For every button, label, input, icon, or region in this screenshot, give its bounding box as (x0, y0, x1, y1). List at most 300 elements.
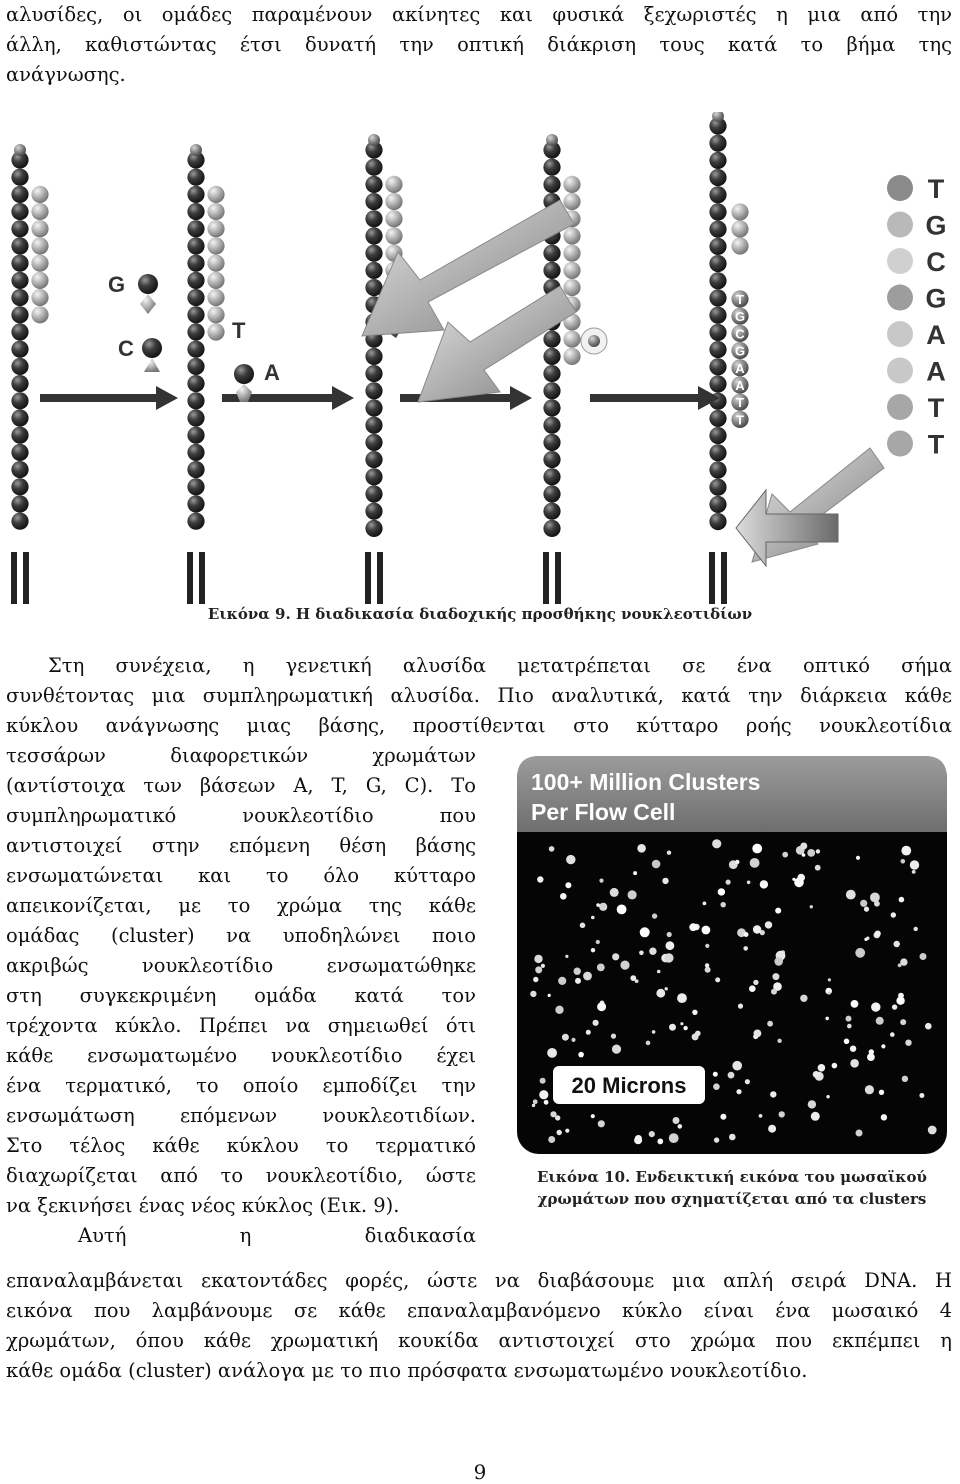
cluster-dot (905, 1040, 911, 1046)
bead (11, 444, 28, 461)
base-label: T (232, 318, 246, 343)
cluster-dot (712, 839, 721, 848)
figure-10-banner-line1: 100+ Million Clusters (531, 769, 761, 795)
cluster-dot (673, 1117, 680, 1124)
bead (11, 306, 28, 323)
bead (365, 434, 382, 451)
text-line: τρέχοντα κύκλο. Πρέπει να σημειωθεί ότι (6, 1014, 476, 1037)
cluster-dot (816, 849, 820, 853)
bead (187, 169, 204, 186)
cluster-dot (586, 1030, 591, 1035)
cluster-dot (826, 1095, 829, 1098)
cluster-dot (928, 1126, 937, 1135)
bead (709, 496, 726, 513)
cluster-dot (662, 878, 668, 884)
text-line: συνθέτοντας μια συμπληρωματική αλυσίδα. Πιο αναλυτικά, κατά την διάρκεια κάθε (6, 684, 952, 707)
strand-base-label: C (735, 326, 745, 342)
bead (365, 348, 382, 365)
cluster-dot (558, 977, 566, 985)
cluster-dot (599, 903, 607, 911)
cluster-dot (753, 925, 761, 933)
cluster-dot (597, 1002, 606, 1011)
bead (187, 220, 204, 237)
cluster-dot (797, 874, 805, 882)
read-base-label: C (926, 247, 946, 277)
cluster-dot (702, 926, 711, 935)
bead (11, 427, 28, 444)
bead (11, 272, 28, 289)
figure-9-caption: Εικόνα 9. Η διαδικασία διαδοχικής προσθήκης νουκλεοτιδίων (207, 605, 753, 623)
bead (543, 451, 560, 468)
cluster-dot (892, 1004, 897, 1009)
cluster-dot (818, 1064, 826, 1072)
bead (187, 444, 204, 461)
bead (709, 341, 726, 358)
cluster-dot (565, 1129, 569, 1133)
cluster-dot (678, 1124, 683, 1129)
text-line: συμπληρωματικό νουκλεοτίδιο που (6, 804, 476, 827)
cluster-dot (779, 1111, 785, 1117)
text-line: Στη συνέχεια, η γενετική αλυσίδα μετατρέπεται σε ένα οπτικό σήμα (48, 654, 952, 677)
cluster-dot (628, 890, 637, 899)
strand-base-label: T (736, 292, 744, 307)
bead (709, 324, 726, 341)
text-line: να ξεκινήσει ένας νέος κύκλος (Εικ. 9). (6, 1194, 400, 1217)
cluster-dot (800, 843, 807, 850)
cluster-dot (777, 1039, 781, 1043)
text-line: ακριβώς νουκλεοτίδιο ενσωματώθηκε (6, 954, 476, 977)
cluster-dot (596, 940, 600, 944)
cluster-dot (566, 855, 575, 864)
cluster-dot (664, 953, 673, 962)
cluster-dot (726, 880, 731, 885)
cluster-dot (846, 1016, 852, 1022)
cluster-dot (612, 953, 619, 960)
cluster-dot (635, 979, 639, 983)
bead (187, 341, 204, 358)
bead (543, 176, 560, 193)
cluster-dot (666, 941, 675, 950)
bead (187, 409, 204, 426)
cluster-dot (555, 1006, 563, 1014)
cluster-dot (718, 888, 725, 895)
cluster-dot (856, 1130, 863, 1137)
cluster-dot (860, 900, 867, 907)
bead (187, 375, 204, 392)
bead (11, 495, 28, 512)
cluster-dot (851, 1000, 859, 1008)
bead (543, 245, 560, 262)
text-line: χρωμάτων, όπου κάθε χρωματική κουκίδα αντιστοιχεί στο χρώμα που εκπέμπει η (6, 1329, 952, 1352)
cluster-dot (657, 1139, 663, 1145)
cluster-dot (856, 856, 860, 860)
cluster-dot (713, 1072, 718, 1077)
bead (187, 323, 204, 340)
cluster-dot (598, 1120, 605, 1127)
bead (365, 468, 382, 485)
cluster-dot (753, 980, 758, 985)
bead (365, 503, 382, 520)
cluster-dot (593, 1020, 599, 1026)
text-line: διαχωρίζεται από το νουκλεοτίδιο, ώστε (6, 1164, 476, 1187)
cluster-dot (683, 1026, 687, 1030)
bead (187, 427, 204, 444)
caption-line: Εικόνα 10. Ενδεικτική εικόνα του μωσαϊκού (537, 1168, 927, 1186)
text-line: ενσωματώνεται και το όλο κύτταρο (6, 864, 476, 887)
cluster-dot (864, 907, 869, 912)
cluster-dot (692, 1033, 699, 1040)
bead (709, 358, 726, 375)
cluster-dot (562, 1034, 569, 1041)
cluster-dot (580, 923, 586, 929)
cluster-dot (532, 1104, 535, 1107)
cluster-dot (759, 1114, 763, 1118)
base-label: C (118, 336, 134, 361)
cluster-dot (713, 1083, 720, 1090)
bead (187, 186, 204, 203)
cluster-dot (705, 963, 709, 967)
cluster-dot (652, 1030, 656, 1034)
bead (187, 203, 204, 220)
bead (11, 375, 28, 392)
cluster-dot (599, 879, 603, 883)
cluster-dot (810, 905, 813, 908)
cluster-dot (703, 902, 707, 906)
cluster-dot (541, 964, 545, 968)
cluster-dot (612, 1045, 621, 1054)
cluster-dot (850, 1059, 859, 1068)
bead (365, 262, 382, 279)
paragraph-2 (6, 651, 952, 741)
bead (187, 289, 204, 306)
text-line: ομάδας (cluster) να υποδηλώνει ποιο (6, 924, 476, 947)
cluster-dot (871, 1002, 880, 1011)
bead (709, 307, 726, 324)
cluster-dot (560, 893, 567, 900)
bead (11, 461, 28, 478)
bead (543, 365, 560, 382)
cluster-dot (774, 957, 783, 966)
paragraph-2-tail (6, 1266, 952, 1386)
cluster-dot (802, 853, 806, 857)
strand-base-label: A (735, 378, 745, 393)
bead (187, 306, 204, 323)
cluster-dot (583, 972, 592, 981)
bead (709, 513, 726, 530)
cluster-dot (565, 955, 568, 958)
cluster-dot (828, 978, 831, 981)
bead (709, 444, 726, 461)
bead (365, 485, 382, 502)
cluster-dot (539, 1090, 548, 1099)
read-base-label: G (925, 210, 947, 241)
bead (365, 193, 382, 210)
cluster-dot (680, 1022, 683, 1025)
bead (11, 203, 28, 220)
strand-base-label: G (734, 309, 746, 325)
page-number: 9 (473, 1460, 487, 1484)
bead (11, 392, 28, 409)
cluster-dot (555, 1115, 560, 1120)
cluster-dot (578, 1052, 584, 1058)
cluster-dot (815, 865, 821, 871)
arrow-icon (752, 448, 884, 562)
bead (11, 358, 28, 375)
bead (365, 227, 382, 244)
bead (365, 245, 382, 262)
figure-10-caption (517, 1166, 947, 1210)
cluster-dot (652, 913, 657, 918)
bead (543, 159, 560, 176)
cluster-dot (899, 897, 905, 903)
cluster-dot (771, 989, 777, 995)
cluster-dot (705, 967, 711, 973)
cluster-dot (890, 1032, 895, 1037)
strand-base-label: T (736, 412, 744, 428)
cluster-dot (728, 1072, 735, 1079)
bead (543, 348, 560, 365)
cluster-dot (665, 987, 668, 990)
bead (365, 399, 382, 416)
text-line: κύκλου ανάγνωσης μιας βάσης, προστίθενται στο κύτταρο ροής νουκλεοτίδια (6, 714, 952, 737)
bead (709, 169, 726, 186)
cluster-dot (828, 991, 831, 994)
cluster-dot (657, 970, 661, 974)
cluster-dot (634, 1139, 638, 1143)
bead (187, 237, 204, 254)
cluster-dot (575, 978, 581, 984)
cluster-dot (640, 927, 650, 937)
cluster-dot (891, 912, 896, 917)
cluster-dot (768, 1125, 776, 1133)
bead (709, 255, 726, 272)
bead (187, 478, 204, 495)
cluster-dot (571, 1038, 575, 1042)
bead (543, 520, 560, 537)
caption-line: χρωμάτων που σχηματίζεται από τα clusters (537, 1190, 927, 1208)
cluster-dot (646, 1041, 651, 1046)
cluster-dot (747, 881, 751, 885)
cluster-dot (548, 1136, 555, 1143)
cluster-dot (800, 995, 807, 1002)
cluster-dot (597, 964, 605, 972)
cluster-dot (855, 948, 865, 958)
cluster-dot (847, 1024, 852, 1029)
text-line: στη συγκεκριμένη ομάδα κατά τον (6, 984, 476, 1007)
cluster-dot (760, 880, 768, 888)
cluster-dot (912, 870, 916, 874)
bead (709, 203, 726, 220)
bead (365, 210, 382, 227)
cluster-dot (738, 1004, 743, 1009)
cluster-dot (677, 993, 687, 1003)
cluster-dot (574, 968, 581, 975)
base-label: G (108, 272, 126, 297)
cluster-dot (772, 973, 779, 980)
cluster-dot (825, 1017, 829, 1021)
cluster-dot (652, 860, 661, 869)
cluster-dot (902, 1076, 908, 1082)
cluster-dot (864, 938, 867, 941)
cluster-dot (782, 852, 788, 858)
cluster-dot (705, 944, 709, 948)
cluster-dot (669, 1024, 676, 1031)
text-line: κάθε ενσωματωμένο νουκλεοτίδιο έχει (6, 1044, 476, 1067)
read-base-label: A (926, 320, 946, 350)
bead (709, 238, 726, 255)
cluster-dot (548, 994, 551, 997)
bead (11, 255, 28, 272)
cluster-dot (920, 953, 927, 960)
text-line: αντιστοιχεί στην επόμενη θέση βάσης (6, 834, 476, 857)
cluster-dot (813, 1071, 820, 1078)
cluster-dot (633, 871, 637, 875)
cluster-dot (901, 846, 911, 856)
strand-base-label: G (734, 343, 746, 359)
bead (11, 341, 28, 358)
cluster-dot (649, 948, 656, 955)
text-line: άλλη, καθιστώντας έτσι δυνατή την οπτική διάκριση τους κατά το βήμα της (6, 33, 952, 56)
text-line: ενσωμάτωση επόμενων νουκλεοτιδίων. (6, 1104, 476, 1127)
cluster-dot (549, 846, 555, 852)
cluster-dot (667, 851, 671, 855)
cluster-dot (530, 991, 536, 997)
cluster-dot (925, 1023, 932, 1030)
text-line: Αυτή η διαδικασία (78, 1224, 476, 1247)
bead (709, 289, 726, 306)
text-line: εικόνα που λαμβάνουμε σε κάθε επαναλαμβανόμενο κύκλο είναι ένα μωσαικό 4 (6, 1299, 952, 1322)
cluster-dot (736, 1089, 741, 1094)
bead (11, 409, 28, 426)
cluster-dot (745, 1079, 750, 1084)
cluster-dot (870, 893, 880, 903)
bead (187, 358, 204, 375)
cluster-dot (749, 985, 756, 992)
cluster-dot (894, 941, 900, 947)
cluster-dot (775, 908, 781, 914)
bead (11, 323, 28, 340)
text-line: κάθε ομάδα (cluster) ανάλογα με το πιο πρόσφατα ενσωματωμένο νουκλεοτίδιο. (6, 1359, 808, 1382)
cluster-dot (879, 1090, 884, 1095)
read-base-label: T (927, 429, 945, 460)
cluster-dot (611, 1034, 616, 1039)
bead (543, 503, 560, 520)
text-line: τεσσάρων διαφορετικών χρωμάτων (6, 744, 476, 767)
text-line: ανάγνωσης. (6, 63, 126, 86)
cluster-dot (617, 905, 627, 915)
cluster-dot (765, 921, 772, 928)
bead (365, 365, 382, 382)
bead (11, 289, 28, 306)
bead (709, 135, 726, 152)
paragraph-2-column (6, 741, 476, 1251)
text-line: (αντίστοιχα των βάσεων A, T, G, C). Το (6, 774, 476, 797)
bead (187, 272, 204, 289)
cluster-dot (721, 902, 726, 907)
cluster-dot (896, 997, 904, 1005)
bead (365, 451, 382, 468)
cluster-dot (875, 931, 881, 937)
bead (365, 176, 382, 193)
cluster-dot (669, 1133, 679, 1143)
strand-base-label: A (735, 360, 745, 376)
cluster-dot (807, 849, 815, 857)
figure-10-scale-label: 20 Microns (571, 1073, 687, 1098)
cluster-dot (881, 1044, 885, 1048)
bead (709, 479, 726, 496)
cluster-dot (637, 844, 646, 853)
cluster-dot (596, 903, 600, 907)
bead (709, 152, 726, 169)
strand-base-label: T (736, 395, 744, 411)
cluster-dot (832, 1063, 838, 1069)
cluster-dot (881, 1114, 887, 1120)
cluster-dot (689, 923, 697, 931)
bead (709, 410, 726, 427)
cluster-dot (639, 951, 644, 956)
text-line: απεικονίζεται, με το χρώμα της κάθε (6, 894, 476, 917)
bead (365, 382, 382, 399)
cluster-dot (544, 1100, 549, 1105)
bead (11, 237, 28, 254)
figure-10-banner-line2: Per Flow Cell (531, 799, 676, 825)
bead (709, 186, 726, 203)
cluster-dot (534, 955, 542, 963)
cluster-dot (535, 966, 542, 973)
bead (11, 186, 28, 203)
cluster-dot (846, 890, 856, 900)
cluster-dot (656, 989, 665, 998)
cluster-dot (808, 1100, 816, 1108)
bead (543, 468, 560, 485)
bead (709, 272, 726, 289)
figure-10-clusters (517, 756, 947, 1154)
cluster-dot (720, 1114, 726, 1120)
read-base-label: G (925, 283, 947, 314)
bead (187, 392, 204, 409)
cluster-dot (743, 946, 748, 951)
cluster-dot (900, 958, 907, 965)
cluster-dot (714, 1137, 719, 1142)
cluster-dot (750, 858, 760, 868)
cluster-dot (649, 1131, 655, 1137)
cluster-dot (620, 961, 629, 970)
cluster-dot (919, 1093, 924, 1098)
cluster-dot (744, 932, 749, 937)
cluster-dot (537, 876, 543, 882)
cluster-dot (767, 1021, 773, 1027)
bead (709, 427, 726, 444)
bead (709, 461, 726, 478)
cluster-dot (735, 860, 739, 864)
bead (187, 461, 204, 478)
bead (543, 434, 560, 451)
bead (543, 417, 560, 434)
cluster-dot (715, 977, 720, 982)
text-line: επαναλαμβάνεται εκατοντάδες φορές, ώστε να διαβάσουμε μια απλή σειρά DNA. Η (6, 1269, 952, 1292)
cluster-dot (591, 948, 595, 952)
text-line: ένα τερματικό, το οποίο εμποδίζει την (6, 1074, 476, 1097)
cluster-dot (692, 1010, 697, 1015)
cluster-dot (729, 1134, 736, 1141)
cluster-dot (901, 859, 906, 864)
cluster-dot (867, 1053, 875, 1061)
bead (11, 478, 28, 495)
cluster-dot (533, 977, 538, 982)
cluster-dot (850, 1046, 856, 1052)
bead (543, 262, 560, 279)
cluster-dot (667, 932, 672, 937)
